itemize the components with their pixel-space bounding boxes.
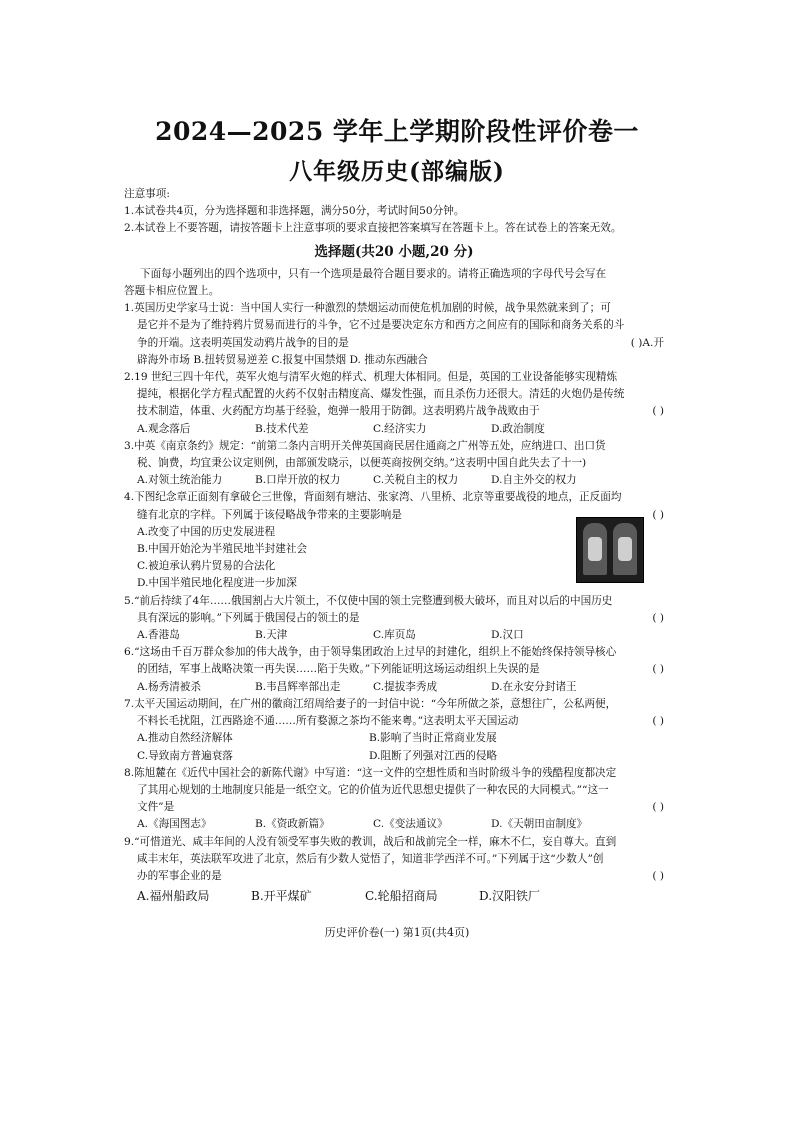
question-text: 技术制造，体重、火药配方均基于经验，炮弹一般用于防御。这表明鸦片战争战败由于 <box>137 405 540 418</box>
option-a: A.对领土统治能力 <box>137 474 223 487</box>
option-row <box>124 679 664 696</box>
option-b: B.技术代差 <box>255 422 309 435</box>
note-item: 2.本试卷上不要答题，请按答题卡上注意事项的要求直接把答案填写在答题卡上。答在试卷上的答案无效。 <box>124 222 622 235</box>
option-d: D.在永安分封诸王 <box>491 680 577 693</box>
question-2 <box>124 369 664 438</box>
answer-bracket: ( ) <box>652 405 664 418</box>
option-c: C.《变法通议》 <box>373 818 448 831</box>
question-7 <box>124 696 664 765</box>
answer-bracket: ( ) <box>652 801 664 814</box>
answer-bracket: ( ) <box>652 869 664 882</box>
option-c: C.提拔李秀成 <box>373 680 438 693</box>
question-text: 的团结，军事上战略决策一再失误……陷于失败。”下列能证明这场运动组织上失误的是 <box>137 663 540 676</box>
exam-title: 2024—2025 学年上学期阶段性评价卷一 <box>155 117 639 146</box>
question-text: 具有深远的影响。”下列属于俄国侵占的领土的是 <box>137 611 360 624</box>
option-d: D.汉阳铁厂 <box>479 889 541 904</box>
question-6 <box>124 644 664 696</box>
question-text: 2.19 世纪三四十年代，英军火炮与清军火炮的样式、机理大体相同。但是，英国的工业设备能够实现精炼 <box>124 371 618 384</box>
question-text: 税、饷费，均宜秉公议定则例，由部颁发晓示，以便英商按例交纳。”这表明中国自此失去了十一) <box>137 457 587 470</box>
exam-body <box>124 186 664 905</box>
option-a: A.推动自然经济解体 <box>137 732 233 745</box>
question-1 <box>124 300 664 369</box>
question-text: 9.“可惜道光、咸丰年间的人没有领受军事失败的教训，战后和战前完全一样，麻木不仁，妄自尊大。直到 <box>124 835 617 848</box>
option-row <box>124 816 664 833</box>
question-text: 1.英国历史学家马士说：当中国人实行一种激烈的禁烟运动而使危机加剧的时候，战争果然就来到了；可 <box>124 302 611 315</box>
page-footer: 历史评价卷(一) 第1页(共4页) <box>324 926 470 939</box>
option-a: A.杨秀清被杀 <box>137 680 201 693</box>
option-b: B.《资政新篇》 <box>255 818 330 831</box>
question-8 <box>124 765 664 834</box>
question-text: 3.中英《南京条约》规定：“前第二条内言明开关俾英国商民居住通商之广州等五处，应纳进口、出口货 <box>124 439 606 452</box>
option-b: B.天津 <box>255 629 288 642</box>
answer-bracket: ( ) <box>652 611 664 624</box>
option-b: B.开平煤矿 <box>251 889 312 904</box>
question-text: 文件”是 <box>137 801 175 814</box>
section-intro: 下面每小题列出的四个选项中，只有一个选项是最符合题目要求的。请将正确选项的字母代号会写在 <box>140 267 607 280</box>
option-a: A.香港岛 <box>137 629 180 642</box>
option-row <box>124 421 664 438</box>
option-b: B.韦昌辉率部出走 <box>255 680 341 693</box>
question-4 <box>124 489 664 592</box>
question-text: 了其用心规划的土地制度只能是一纸空文。它的价值为近代思想史提供了一种农民的大同模式。”“这一 <box>137 783 609 796</box>
question-text: 8.陈旭麓在《近代中国社会的新陈代谢》中写道：“这一文件的空想性质和当时阶级斗争的残酷程度都决定 <box>124 766 617 779</box>
option-a: A.《海国图志》 <box>137 818 212 831</box>
option-b: B.口岸开放的权力 <box>255 474 341 487</box>
commemorative-medal-photo <box>576 517 644 583</box>
question-options: 辟海外市场 B.扭转贸易逆差 C.报复中国禁烟 D. 推动东西融合 <box>137 353 428 366</box>
exam-subtitle: 八年级历史(部编版) <box>289 158 505 185</box>
question-text: 6.“这场由千百万群众参加的伟大战争，由于领导集团政治上过早的封建化，组织上不能始终保持领导核心 <box>124 646 617 659</box>
option-a: A.改变了中国的历史发展进程 <box>137 525 276 538</box>
question-text: 争的开端。这表明英国发动鸦片战争的目的是 <box>137 336 349 349</box>
notes-heading: 注意事项: <box>124 188 170 200</box>
medal-front-image <box>583 523 607 575</box>
option-row <box>124 472 664 489</box>
question-text: 办的军事企业的是 <box>137 869 222 882</box>
section-title: 选择题(共20 小题,20 分) <box>314 243 474 260</box>
medal-back-image <box>613 523 637 575</box>
question-text: 4.下图纪念章正面刻有拿破仑三世像，背面刻有塘沽、张家湾、八里桥、北京等重要战役的地点，正反面均 <box>124 491 622 504</box>
option-b: B.影响了当时正常商业发展 <box>369 732 497 745</box>
option-row <box>124 627 664 644</box>
option-b: B.中国开始沦为半殖民地半封建社会 <box>137 543 308 556</box>
option-row <box>124 748 664 765</box>
question-text: 不料长毛扰阻，江西路途不通……所有婺源之茶均不能来粤。”这表明太平天国运动 <box>137 715 519 728</box>
answer-bracket: ( ) <box>652 715 664 728</box>
answer-bracket: ( ) <box>652 508 664 521</box>
question-text: 缝有北京的字样。下列属于该侵略战争带来的主要影响是 <box>137 508 402 521</box>
option-a: A.福州船政局 <box>137 889 210 904</box>
option-d: D.《天朝田亩制度》 <box>491 818 588 831</box>
question-text: 是它并不是为了维持鸦片贸易而进行的斗争，它不过是要决定东方和西方之间应有的国际和商务关系的斗 <box>137 319 625 332</box>
answer-bracket: ( )A.开 <box>630 336 664 349</box>
section-intro: 答题卡相应位置上。 <box>124 285 220 298</box>
note-item: 1.本试卷共4页，分为选择题和非选择题，满分50分，考试时间50分钟。 <box>124 205 465 218</box>
question-text: 5.“前后持续了4年……俄国割占大片领土，不仅使中国的领土完整遭到极大破坏，而且对以后的中国历史 <box>124 594 613 607</box>
option-d: D.汉口 <box>491 629 524 642</box>
option-d: D.中国半殖民地化程度进一步加深 <box>137 577 297 590</box>
option-row <box>124 888 664 905</box>
option-row <box>124 730 664 747</box>
option-c: C.库页岛 <box>373 629 416 642</box>
option-c: C.轮船招商局 <box>365 889 438 904</box>
option-c: C.经济实力 <box>373 422 427 435</box>
question-text: 提纯，根据化学方程式配置的火药不仅射击精度高、爆发性强，而且杀伤力还很大。清廷的火炮仍是传统 <box>137 388 625 401</box>
question-9 <box>124 834 664 906</box>
option-c: C.关税自主的权力 <box>373 474 459 487</box>
answer-bracket: ( ) <box>652 663 664 676</box>
question-text: 咸丰末年，英法联军攻进了北京，然后有少数人觉悟了，知道非学西洋不可。”下列属于这“少数人”创 <box>137 852 604 865</box>
option-d: D.阻断了列强对江西的侵略 <box>369 749 498 762</box>
question-5 <box>124 593 664 645</box>
option-d: D.自主外交的权力 <box>491 474 577 487</box>
option-c: C.导致南方普遍衰落 <box>137 749 233 762</box>
option-a: A.观念落后 <box>137 422 191 435</box>
question-3 <box>124 438 664 490</box>
option-d: D.政治制度 <box>491 422 545 435</box>
option-c: C.被迫承认鸦片贸易的合法化 <box>137 560 276 573</box>
question-text: 7.太平天国运动期间，在广州的徽商江绍周给妻子的一封信中说：“今年所做之茶，意想往广，公私两便， <box>124 697 617 710</box>
